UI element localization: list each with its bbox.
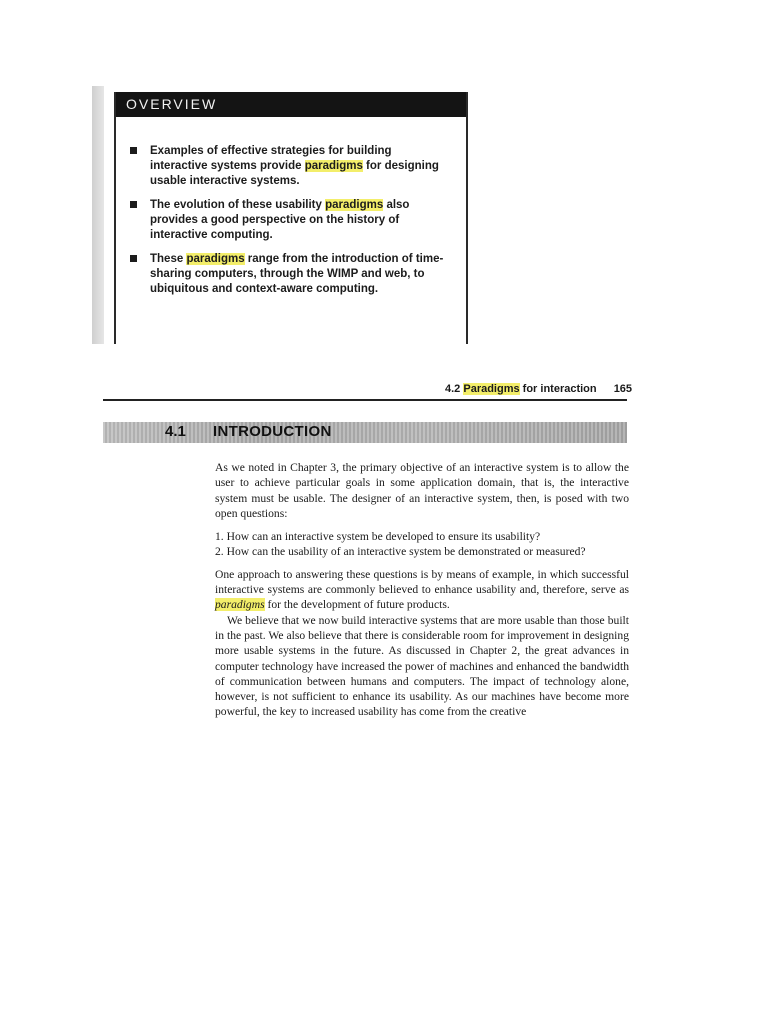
overview-item-text: for designing usable interactive systems. — [150, 160, 439, 187]
running-header-title: for interaction — [522, 383, 597, 395]
overview-scan — [92, 86, 478, 344]
highlighted-term: paradigms — [215, 598, 265, 612]
header-rule — [103, 399, 627, 401]
paragraph — [215, 567, 629, 613]
question-list — [215, 529, 629, 560]
overview-list — [130, 144, 452, 306]
scan-edge — [92, 86, 104, 344]
running-header-section: 4.2 — [445, 383, 461, 395]
question-item: 1. How can an interactive system be developed to ensure its usability? — [215, 530, 541, 544]
overview-item-text: The evolution of these usability — [150, 199, 326, 211]
square-bullet-icon — [130, 147, 137, 154]
overview-box — [114, 92, 468, 344]
body-text — [215, 460, 629, 720]
section-banner — [103, 422, 627, 443]
highlighted-term: paradigms — [325, 199, 384, 211]
square-bullet-icon — [130, 201, 137, 208]
overview-item — [130, 198, 452, 243]
page-number: 165 — [613, 383, 633, 395]
overview-item-text: also provides a good perspective on the history of interactive computing. — [150, 199, 410, 241]
paragraph: As we noted in Chapter 3, the primary objective of an interactive system is to allow the user to achieve particular goals in some application domain, that is, the interactive system must be usable. The designer of an interactive system, then, is posed with two open questions: — [215, 461, 629, 520]
overview-item-text: range from the introduction of time-sharing computers, through the WIMP and web, to ubiquitous and context-aware computing. — [150, 253, 444, 295]
section-title: INTRODUCTION — [213, 423, 332, 440]
paragraph-text: for the development of future products. — [264, 598, 450, 612]
section-number: 4.1 — [165, 423, 186, 440]
paragraph-text: One approach to answering these questions is by means of example, in which successful interactive systems are commonly believed to enhance usability and, therefore, serve as — [215, 567, 629, 597]
overview-title: OVERVIEW — [116, 92, 466, 117]
square-bullet-icon — [130, 255, 137, 262]
running-header-highlight: Paradigms — [463, 383, 520, 395]
overview-item — [130, 252, 452, 297]
overview-item-text: These — [150, 253, 187, 265]
question-item: 2. How can the usability of an interactive system be demonstrated or measured? — [215, 545, 586, 559]
paragraph: We believe that we now build interactive systems that are more usable than those built in the past. We also believe that there is considerable room for improvement in designing more usable systems in the future. As discussed in Chapter 2, the great advances in computer technology have increased the power of machines and enhanced the bandwidth of communication between humans and computers. The impact of technology alone, however, is not sufficient to enhance its usability. As our machines have become more powerful, the key to increased usability has come from the creative — [215, 613, 629, 719]
highlighted-term: paradigms — [186, 253, 245, 265]
highlighted-term: paradigms — [304, 160, 363, 172]
overview-item-text: Examples of effective strategies for building interactive systems provide — [150, 145, 392, 172]
running-header — [445, 383, 632, 395]
overview-item — [130, 144, 452, 189]
